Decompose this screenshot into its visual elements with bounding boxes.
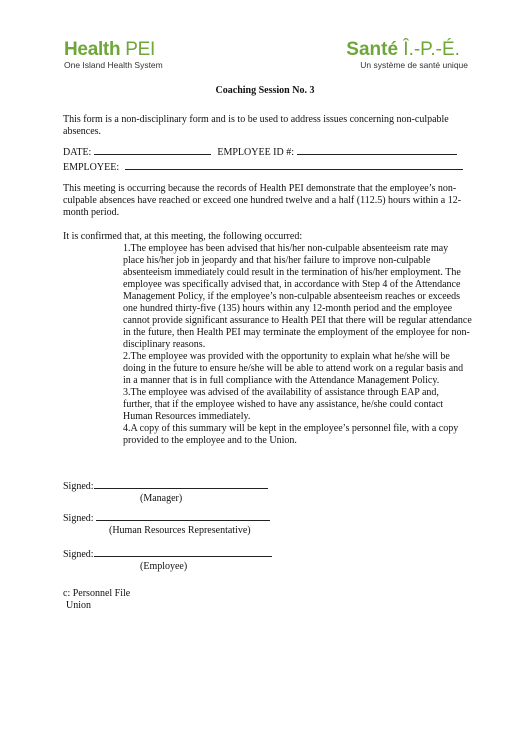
cc-line-2: Union xyxy=(66,600,91,611)
list-item xyxy=(63,423,473,447)
health-pei-brand xyxy=(64,40,163,59)
employee-row xyxy=(63,159,473,174)
hr-signature-field[interactable] xyxy=(96,510,270,521)
list-item-number: 4. xyxy=(123,423,131,434)
list-item xyxy=(63,351,473,387)
brand-rest: Î.-P.-É. xyxy=(398,39,460,60)
brand-bold: Health xyxy=(64,39,121,60)
date-label: DATE: xyxy=(63,147,92,158)
list-item-text: provided to the employee and to the Union. xyxy=(123,435,297,446)
health-pei-tagline: One Island Health System xyxy=(64,60,163,70)
sante-ipe-logo xyxy=(346,40,468,70)
cc-block xyxy=(63,588,130,612)
manager-signature-block xyxy=(63,478,363,505)
manager-signature-field[interactable] xyxy=(94,478,268,489)
signed-label: Signed: xyxy=(63,549,94,560)
brand-bold: Santé xyxy=(346,39,399,60)
list-item xyxy=(63,243,473,351)
confirmation-list xyxy=(63,243,473,447)
employee-signature-field[interactable] xyxy=(94,546,272,557)
confirmed-paragraph: It is confirmed that, at this meeting, the following occurred: xyxy=(63,231,303,242)
employee-field[interactable] xyxy=(125,159,463,170)
signed-label: Signed: xyxy=(63,513,97,524)
list-item-number: 2. xyxy=(123,351,131,362)
date-id-row xyxy=(63,144,473,159)
list-item-first-line: The employee was advised of the availability of assistance through EAP and, xyxy=(130,387,439,398)
document-title: Coaching Session No. 3 xyxy=(215,85,315,96)
hr-role-label: (Human Resources Representative) xyxy=(109,525,251,536)
sante-ipe-tagline: Un système de santé unique xyxy=(360,60,468,70)
employee-label: EMPLOYEE: xyxy=(63,162,120,173)
cc-line-1: c: Personnel File xyxy=(63,588,131,599)
sante-ipe-brand xyxy=(346,40,468,59)
meeting-paragraph: This meeting is occurring because the records of Health PEI demonstrate that the employee’s non-culpable absences have reached or exceed one hundred twelve and a half (112.5) hours within a 12-month period. xyxy=(63,183,462,218)
health-pei-logo xyxy=(64,40,163,70)
manager-role-label: (Manager) xyxy=(140,493,183,504)
list-item-text: doing in the future to ensure he/she will be able to attend work on a regular basis and in a manner that is in full compliance with the Attendance Management Policy. xyxy=(123,363,464,386)
hr-signature-block xyxy=(63,510,363,537)
list-item-first-line: The employee was provided with the opportunity to explain what he/she will be xyxy=(130,351,450,362)
list-item-number: 1. xyxy=(123,243,131,254)
employee-id-field[interactable] xyxy=(297,144,457,155)
list-item-first-line: The employee has been advised that his/her non-culpable absenteeism rate may xyxy=(130,243,449,254)
signed-label: Signed: xyxy=(63,481,94,492)
list-item-first-line: A copy of this summary will be kept in the employee’s personnel file, with a copy xyxy=(130,423,459,434)
list-item xyxy=(63,387,473,423)
brand-rest: PEI xyxy=(120,39,155,60)
date-field[interactable] xyxy=(94,144,211,155)
intro-paragraph: This form is a non-disciplinary form and is to be used to address issues concerning non-culpable absences. xyxy=(63,114,449,137)
employee-signature-block xyxy=(63,546,363,573)
list-item-text: place his/her job in jeopardy and that his/her failure to improve non-culpable absenteeism immediately could result in the termination of his/her employment. The employee was specifically advised that, in accordance with Step 4 of the Attendance Management Policy, if the employee’s non-culpable absenteeism reaches or exceeds one hundred thirty-five (135) hours within any 12-month period and the employee cannot provide significant assurance to Health PEI that there will be regular attendance in the future, then Health PEI may terminate the employment of the employee for non-disciplinary reasons. xyxy=(123,255,472,350)
list-item-number: 3. xyxy=(123,387,131,398)
employee-role-label: (Employee) xyxy=(140,561,188,572)
employee-id-label: EMPLOYEE ID #: xyxy=(217,147,295,158)
list-item-text: further, that if the employee wished to have any assistance, he/she could contact Human Resources immediately. xyxy=(123,399,444,422)
